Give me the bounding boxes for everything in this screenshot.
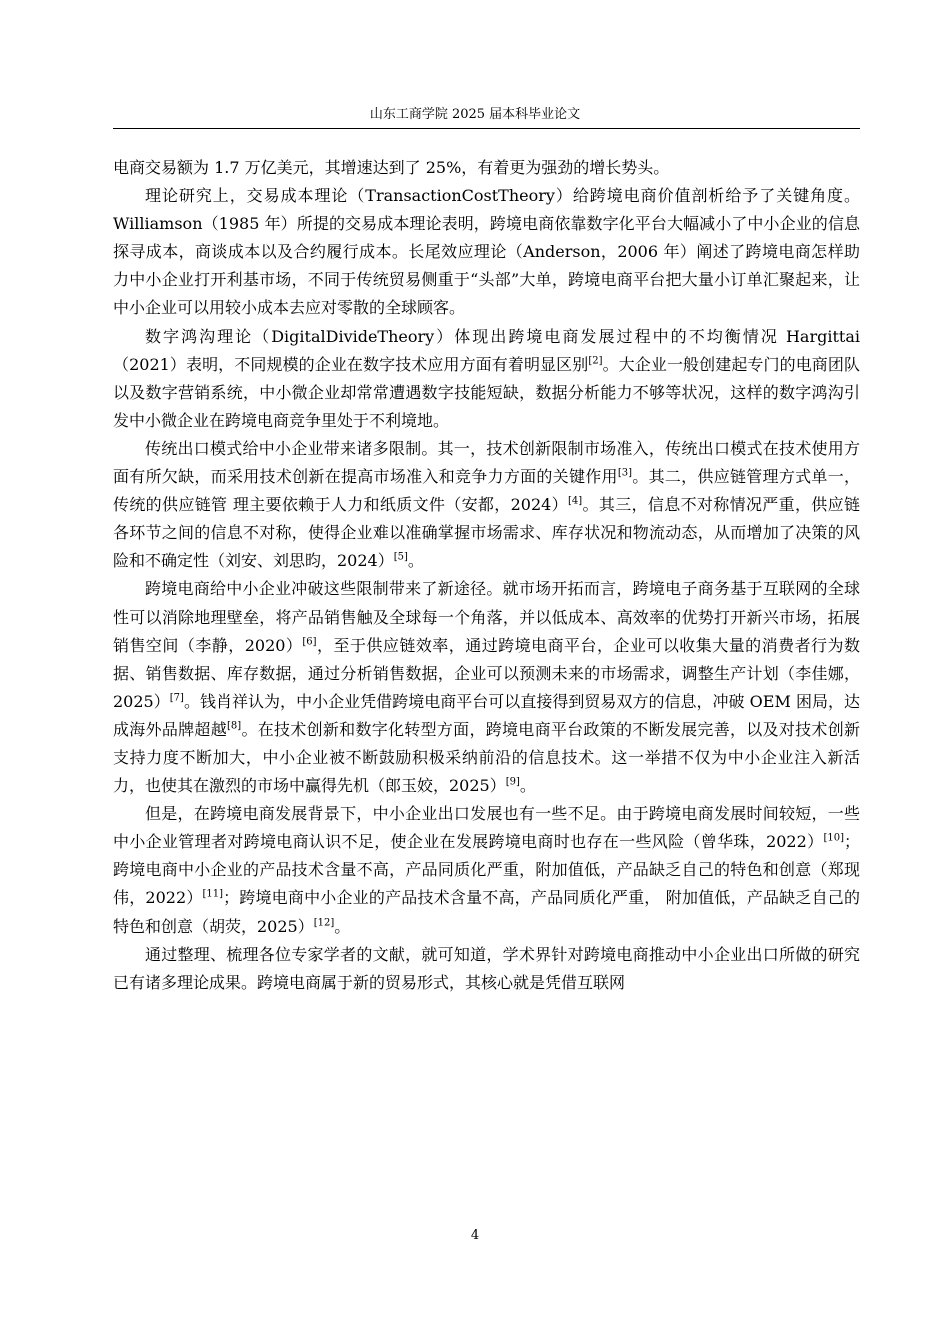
text-run: 。 [519,776,536,796]
paragraph-digital-divide-theory [113,323,860,435]
text-run: 。 [334,916,351,936]
text-run: 。其三，信息不对称情况严重，供应链 各环节之间的信息不对称，使得企业难以准确掌握市场需求、库存状况和物流动态，从而增加了决策的风险和不确定性（刘安、刘思昀，2024） [113,495,860,571]
citation-ref-3: [3] [617,467,632,479]
text-run: ；跨境电商中小企业的产品技术含量不高，产品同质化严重， 附加值低，产品缺乏自己的特色和创意（胡荧，2025） [113,888,860,936]
body-text [113,154,860,997]
text-run: 跨境电商给中小企业冲破这些限制带来了新途径。就市场开拓而言，跨境电子商务基于互联网的全球性可以消除地理壁垒，将产品销售触及全球每一个角落，并以低成本、高效率的优势打开新兴市场，拓展销售空间（李静，2020） [113,579,860,655]
text-run: ，至于供应链效率，通过跨境电商平台，企业可以收集大量的消费者行为数据、销售数据、库存数据，通过分析销售数据，企业可以预测未来的市场需求，调整生产计划（李佳娜，2025） [113,635,860,711]
text-run: 电商交易额为 1.7 万亿美元，其增速达到了 25%，有着更为强劲的增长势头。 [113,158,670,177]
citation-ref-10: [10] [823,832,844,844]
header-rule [113,128,860,129]
page-number: 4 [470,1228,480,1243]
citation-ref-5: [5] [393,551,408,563]
paragraph-transaction-cost-theory [113,182,860,322]
text-run: 通过整理、梳理各位专家学者的文献，就可知道，学术界针对跨境电商推动中小企业出口所做的研究已有诸多理论成果。跨境电商属于新的贸易形式，其核心就是凭借互联网 [113,944,860,992]
citation-ref-2: [2] [588,355,603,367]
paragraph-traditional-export-limits [113,435,860,575]
paragraph-shortcomings [113,800,860,940]
text-run: ；跨境电商中小企业的产品技术含量不高，产品同质化严重，附加值低，产品缺乏自己的特色和创意（郑现伟，2022） [113,832,860,908]
text-run: 。大企业一般创建起专门的电商团队以及数字营销系统，中小微企业却常常遭遇数字技能短缺，数据分析能力不够等状况，这样的数字鸿沟引发中小微企业在跨境电商竞争里处于不利境地。 [113,354,860,430]
citation-ref-6: [6] [302,636,317,648]
citation-ref-12: [12] [313,917,335,929]
paragraph-continuation [113,154,860,182]
text-run: 。在技术创新和数字化转型方面，跨境电商平台政策的不断发展完善，以及对技术创新支持力度不断加大，中小企业被不断鼓励积极采纳前沿的信息技术。这一举措不仅为中小企业注入新活力，也使其在激烈的市场中赢得先机（郎玉姣，2025） [113,719,860,796]
citation-ref-7: [7] [169,692,184,704]
text-run: 。 [407,551,424,571]
text-run: 。钱肖祥认为，中小企业凭借跨境电商平台可以直接得到贸易双方的信息，冲破 OEM 困局，达成海外品牌超越 [113,691,860,739]
paragraph-new-approaches [113,575,860,800]
paragraph-summary [113,941,860,997]
running-header-title: 山东工商学院 2025 届本科毕业论文 [369,107,581,122]
citation-ref-4: [4] [568,495,583,507]
text-run: 数字鸿沟理论（DigitalDivideTheory）体现出跨境电商发展过程中的不均衡情况 Hargittai（2021）表明，不同规模的企业在数字技术应用方面有着明显区别 [113,326,860,374]
citation-ref-11: [11] [202,889,224,901]
text-run: 传统出口模式给中小企业带来诸多限制。其一，技术创新限制市场准入，传统出口模式在技术使用方面有所欠缺，而采用技术创新在提高市场准入和竞争力方面的关键作用 [113,438,860,487]
text-run: 理论研究上，交易成本理论（TransactionCostTheory）给跨境电商价值剖析给予了关键角度。Williamson（1985 年）所提的交易成本理论表明，跨境电商依靠数字化平台大幅减小了中小企业的信息探寻成本，商谈成本以及合约履行成本。长尾效应理论（Anderson，2006 年）阐述了跨境电商怎样助力中小企业打开利基市场，不同于传统贸易侧重于“头部”大单，跨境电商平台把大量小订单汇聚起来，让中小企业可以用较小成本去应对零散的全球顾客。 [113,186,860,318]
text-run: 但是，在跨境电商发展背景下，中小企业出口发展也有一些不足。由于跨境电商发展时间较短，一些中小企业管理者对跨境电商认识不足，使企业在发展跨境电商时也存在一些风险（曾华珠，2022） [113,804,860,852]
citation-ref-9: [9] [505,776,520,788]
text-run: 。其二，供应链管理方式单一，传统的供应链管 理主要依赖于人力和纸质文件（安都，2024） [113,467,860,515]
citation-ref-8: [8] [227,720,242,732]
